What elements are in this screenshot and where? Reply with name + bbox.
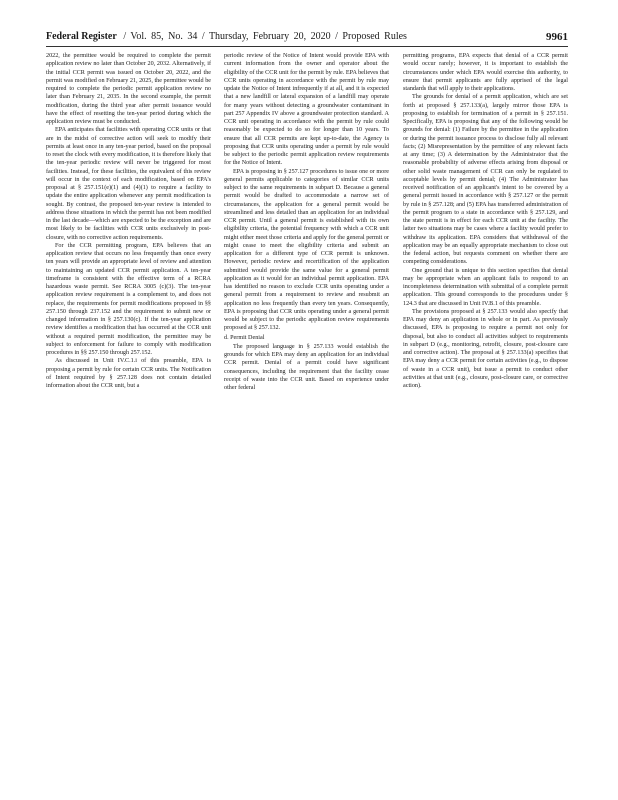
paragraph: permitting programs, EPA expects that denial of a CCR permit would occur rarely; however, it is important to establish the circumstances under which EPA would exercise this authority, to ensure that permit applicants are fully apprised of the legal standards that will apply to their applications. [403,53,568,92]
paragraph: The grounds for denial of a permit application, which are set forth at proposed § 257.133(a), largely mirror those EPA is proposing to establish for termination of a permit in § 257.151. Specifically, EPA is proposing that any of the following would be grounds for denial: (1) Failure by the permittee in the application or during the permit issuance process to disclose fully all relevant facts; (2) Misrepresentation by the permittee of any relevant facts at any time; (3) A determination by the Administrator that the reasonable probability of adverse effects arising from disposal or other solid waste management of CCR can only be regulated to acceptable levels by permit denial; (4) The Administrator has received notification of an applicant's intent to be covered by a general permit issued in accordance with § 257.127 or the permit by rule in § 257.128; and (5) EPA has transferred administration of the permit program to a state in accordance with § 257.129, and the state permit is in effect for each CCR unit at the facility. The latter two situations may be cases where a facility would prefer to withdraw its application. EPA considers that withdrawal of the application may be an equally appropriate mechanism to close out the federal action, but requests comment on whether there are competing considerations. [403,94,568,266]
paragraph: 2022, the permittee would be required to complete the permit application review no later than October 20, 2032. Alternatively, if the initial CCR permit was issued on October 20, 2022, and the permit was modified on February 21, 2025, the permittee would be required to complete the periodic permit application review no later than February 21, 2035. In the second example, the permit modification, during the third year after permit issuance would have the effect of resetting the ten-year period during which the application review must be conducted. [46,53,211,125]
text-column-3 [403,52,568,758]
text-column-1 [46,52,211,758]
section-heading: d. Permit Denial [224,334,265,341]
page-number: 9961 [546,31,568,43]
paragraph: periodic review of the Notice of Intent would provide EPA with current information from the owner and operator about the eligibility of the CCR unit for the permit by rule. EPA believes that CCR units operating in accordance with the permit by rule may update the Notice of Intent infrequently if at all, and it is expected that a new landfill or lateral expansion of a landfill may operate for many years without detecting a groundwater contaminant in part 257 Appendix IV above a groundwater protection standard. A CCR unit operating in accordance with the permit by rule could reasonably be expected to do so for longer than 10 years. To ensure that all CCR permits are kept up-to-date, the Agency is proposing that CCR units operating under a permit by rule would be subject to the periodic permit application review requirements for the Notice of Intent. [224,53,389,167]
issue-metadata: / Vol. 85, No. 34 / Thursday, February 20, 2020 / Proposed Rules [123,31,407,42]
paragraph: One ground that is unique to this section specifies that denial may be appropriate when an applicant fails to respond to an incompleteness determination with submittal of a complete permit application. This ground corresponds to the procedures under § 124.3 that are discussed in Unit IV.B.1 of this preamble. [403,267,568,307]
text-column-2 [224,52,389,758]
paragraph: The provisions proposed at § 257.133 would also specify that EPA may deny an application in whole or in part. As previously discussed, EPA is proposing to require a permit not only for disposal, but also to conduct all activities subject to requirements in subpart D (e.g., monitoring, retrofit, closure, post-closure care and corrective action). The proposal at § 257.133(a) specifies that EPA may deny a CCR permit for certain activities (e.g., to dispose of waste in a CCR unit), but issue a permit to conduct other activities at that unit (e.g., closure, post-closure care, or corrective action). [403,308,568,389]
paragraph: EPA is proposing in § 257.127 procedures to issue one or more general permits applicable to categories of similar CCR units subject to the same requirements in subpart D. Because a general permit would be drafted to accommodate a narrow set of circumstances, the application for a general permit would be streamlined and less detailed than an application for an individual CCR permit. Until a general permit is established with its own eligibility criteria, the potential frequency with which a CCR unit might either meet those criteria and apply for the general permit or might cease to meet the eligibility criteria and submit an application for a different type of CCR permit is unknown. However, periodic review and recertification of the application submitted would provide the same value for a general permit application as it would for an individual permit application. EPA has identified no reason to exclude CCR units operating under a general permit from a requirement to review and resubmit an application no less frequently than every ten years. Consequently, EPA is proposing that CCR units operating under a general permit would be subject to the periodic application review requirements proposed at § 257.132. [224,168,389,332]
publication-name: Federal Register [46,31,117,42]
paragraph: As discussed in Unit IV.C.1.i of this preamble, EPA is proposing a permit by rule for certain CCR units. The Notification of Intent required by § 257.128 does not contain detailed information about the CCR unit, but a [46,358,211,389]
header-divider [46,46,568,47]
page-header [46,30,568,44]
paragraph: The proposed language in § 257.133 would establish the grounds for which EPA may deny an application for an individual CCR permit. Denial of a permit could have significant consequences, including the requirement that the facility cease receipt of waste into the CCR unit. Based on experience under other federal [224,343,389,391]
paragraph: For the CCR permitting program, EPA believes that an application review that occurs no less frequently than once every ten years will provide an appropriate level of review and attention to maintaining an updated CCR permit application. A ten-year timeframe is consistent with the effective term of a RCRA hazardous waste permit. See RCRA 3005 (c)(3). The ten-year application review requirement is a complement to, and does not replace, the requirements for permit modifications proposed in §§ 257.150 through 237.152 and the requirement to submit new or changed information in § 257.130(c). If the ten-year application review identifies a modification that has occurred at the CCR unit without a required permit modification, the permittee may be subject to enforcement for failure to comply with modification procedures in §§ 257.150 through 257.152. [46,242,211,356]
paragraph: EPA anticipates that facilities with operating CCR units or that are in the midst of corrective action will seek to modify their permits at least once in any ten-year period, based on the proposal to reset the clock with every modification, it is therefore likely that the ten-year periodic review will never be triggered for most facilities. Instead, for these facilities, the equivalent of this review will occur in the context of each modification, based on EPA's proposal at § 257.151(e)(1) and (4)(1) to require a facility to update the entire application whenever any permit modification is sought. By contrast, the proposed ten-year review is intended to address those situations in which the permit has not been modified in the last decade—which are expected to be the exception and are most likely to be facilities with CCR units exclusively in post-closure, with no corrective action requirements. [46,127,211,241]
